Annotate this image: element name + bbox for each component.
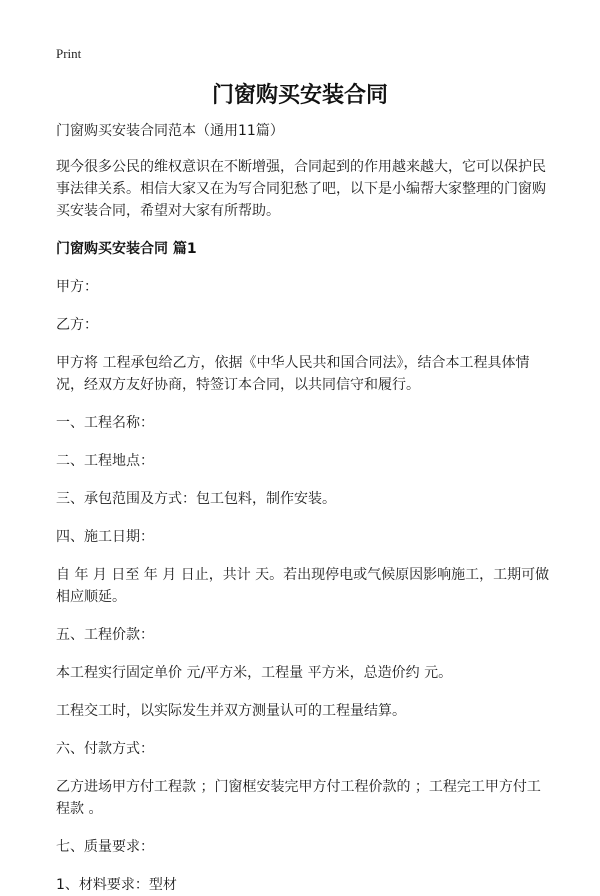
document-subtitle: 门窗购买安装合同范本（通用11篇） bbox=[56, 123, 284, 139]
clause-project-name: 一、工程名称： bbox=[56, 415, 154, 431]
document-body bbox=[56, 120, 552, 896]
clause-payment: 六、付款方式： bbox=[56, 741, 154, 757]
schedule-paragraph: 自 年 月 日至 年 月 日止，共计 天。若出现停电或气候原因影响施工，工期可做相应顺延。 bbox=[56, 567, 550, 605]
clause-material: 1、材料要求：型材 bbox=[56, 877, 177, 893]
clause-scope: 三、承包范围及方式：包工包料，制作安装。 bbox=[56, 491, 336, 507]
clause-price: 五、工程价款： bbox=[56, 627, 154, 643]
print-link[interactable]: Print bbox=[56, 46, 82, 61]
clause-quality: 七、质量要求： bbox=[56, 839, 154, 855]
intro-paragraph: 现今很多公民的维权意识在不断增强，合同起到的作用越来越大，它可以保护民事法律关系。相信大家又在为写合同犯愁了吧，以下是小编帮大家整理的门窗购买安装合同，希望对大家有所帮助。 bbox=[56, 159, 546, 219]
price-paragraph: 本工程实行固定单价 元/平方米，工程量 平方米，总造价约 元。 bbox=[56, 665, 453, 681]
page-title: 门窗购买安装合同 bbox=[211, 83, 388, 108]
clause-schedule: 四、施工日期： bbox=[56, 529, 154, 545]
party-b-label: 乙方： bbox=[56, 317, 98, 333]
payment-paragraph: 乙方进场甲方付工程款 ；门窗框安装完甲方付工程价款的 ；工程完工甲方付工程款 。 bbox=[56, 779, 541, 817]
section-heading: 门窗购买安装合同 篇1 bbox=[56, 241, 197, 257]
settlement-paragraph: 工程交工时，以实际发生并双方测量认可的工程量结算。 bbox=[56, 703, 406, 719]
clause-project-location: 二、工程地点： bbox=[56, 453, 154, 469]
party-a-label: 甲方： bbox=[56, 279, 98, 295]
contract-preamble: 甲方将 工程承包给乙方，依据《中华人民共和国合同法》，结合本工程具体情况，经双方友好协商，特签订本合同，以共同信守和履行。 bbox=[56, 355, 530, 393]
